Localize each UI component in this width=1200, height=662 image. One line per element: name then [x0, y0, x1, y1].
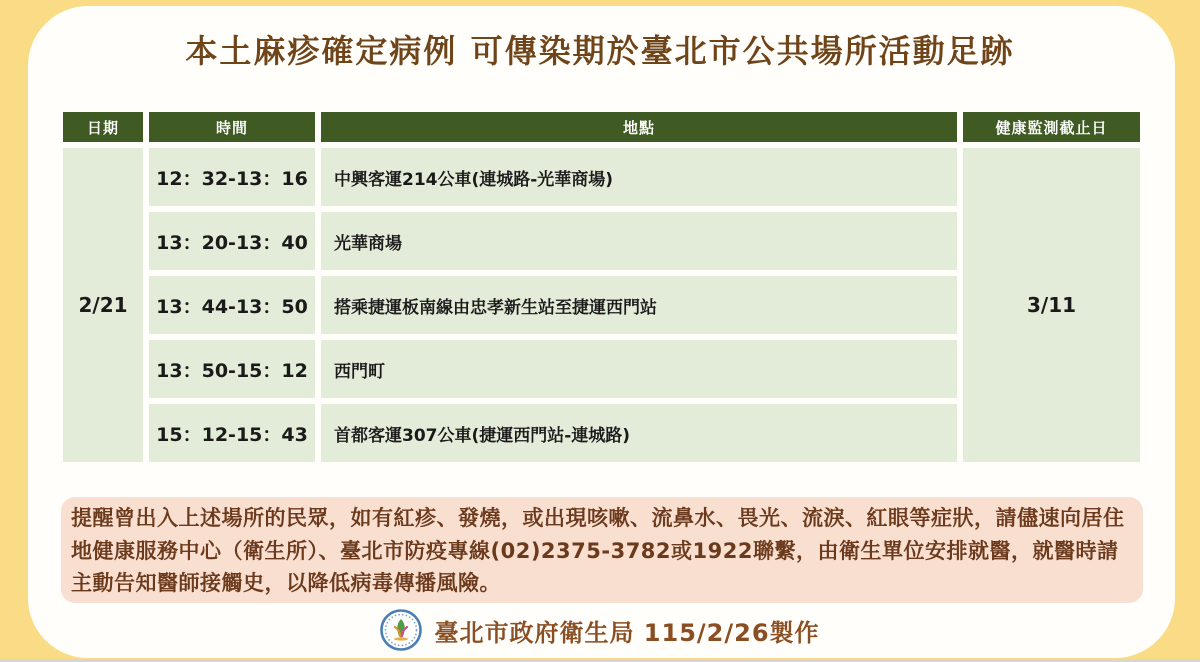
header-cell-date: 日期 [63, 112, 143, 142]
time-cell: 12：32-13：16 [149, 148, 315, 206]
notice-box [61, 497, 1143, 603]
footer-credit: 臺北市政府衛生局 115/2/26製作 [434, 618, 820, 647]
place-cell: 首都客運307公車(捷運西門站-連城路) [321, 404, 957, 462]
page-title: 本土麻疹確定病例 可傳染期於臺北市公共場所活動足跡 [185, 32, 1015, 70]
footer [0, 606, 1200, 654]
time-cell: 15：12-15：43 [149, 404, 315, 462]
time-cell: 13：50-15：12 [149, 340, 315, 398]
header-cell-place: 地點 [321, 112, 957, 142]
place-cell: 中興客運214公車(連城路-光華商場) [321, 148, 957, 206]
place-cell: 搭乘捷運板南線由忠孝新生站至捷運西門站 [321, 276, 957, 334]
monitor-end-cell: 3/11 [963, 148, 1140, 462]
place-cell: 西門町 [321, 340, 957, 398]
header-cell-monitor-end: 健康監測截止日 [963, 112, 1140, 142]
header-cell-time: 時間 [149, 112, 315, 142]
date-cell: 2/21 [63, 148, 143, 462]
time-cell: 13：20-13：40 [149, 212, 315, 270]
notice-text: 提醒曾出入上述場所的民眾，如有紅疹、發燒，或出現咳嗽、流鼻水、畏光、流淚、紅眼等症狀，請儘速向居住地健康服務中心（衛生所）、臺北市防疫專線(02)2375-3782或1922聯繫，由衛生單位安排就醫，就醫時請主動告知醫師接觸史，以降低病毒傳播風險。 [71, 506, 1125, 596]
activity-footprint-table [63, 112, 1140, 462]
health-bureau-seal-icon [380, 609, 422, 651]
place-cell: 光華商場 [321, 212, 957, 270]
time-cell: 13：44-13：50 [149, 276, 315, 334]
